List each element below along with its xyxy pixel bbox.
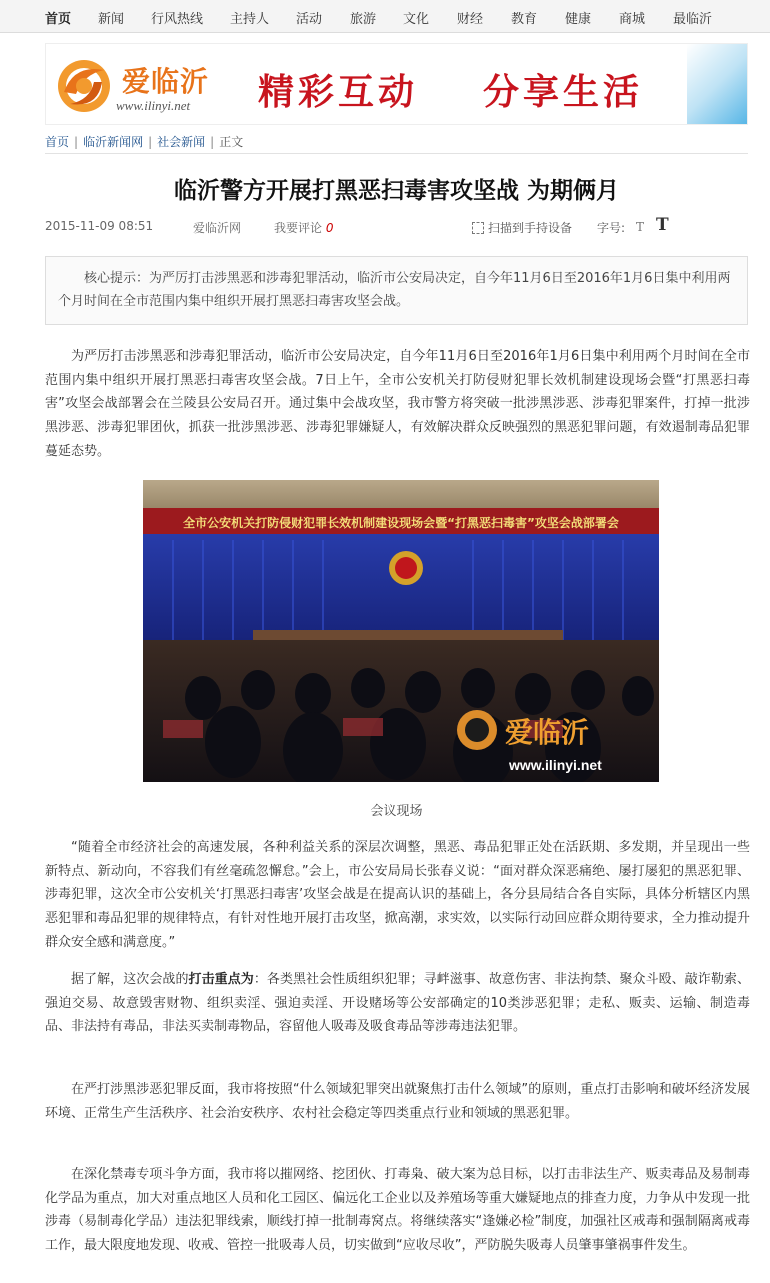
font-size-small-button[interactable]: T [636, 220, 645, 234]
article-paragraph-2: “随着全市经济社会的高速发展，各种利益关系的深层次调整，黑恶、毒品犯罪正处在活跃期、多发期，并呈现出一些新特点、新动向，不容我们有丝毫疏忽懈怠。”会上，市公安局局长张春义说：“面对群众深恶痛绝、屡打屡犯的黑恶犯罪、涉毒犯罪，这次全市公安机关‘打黑恶扫毒害’攻坚会战是在提高认识的基础上，各分县局结合各自实际，具体分析辖区内黑恶犯罪和毒品犯罪的规律特点，有针对性地开展打击攻坚，掀高潮，求实效，以实际行动回应群众期待要求，全力推动提升群众安全感和满意度。” [45, 840, 750, 950]
top-nav [0, 0, 770, 33]
paragraph-3-lead: 据了解，这次会战的 [71, 972, 189, 987]
nav-item-host[interactable]: 主持人 [230, 12, 270, 27]
article-date: 2015-11-09 08:51 [45, 219, 154, 233]
breadcrumb-home[interactable]: 首页 [45, 135, 70, 149]
nav-item-news[interactable]: 新闻 [98, 12, 125, 27]
meeting-photo [143, 480, 659, 782]
nav-item-home[interactable]: 首页 [45, 12, 72, 27]
article-source[interactable]: 爱临沂网 [193, 221, 242, 235]
photo-caption: 会议现场 [370, 804, 423, 819]
breadcrumb [45, 133, 243, 153]
comment-count: 0 [325, 221, 334, 235]
meeting-scene-image [143, 480, 659, 782]
summary-text: 为严厉打击涉黑恶和涉毒犯罪活动，临沂市公安局决定，自今年11月6日至2016年1月6日集中利用两个月时间在全市范围内集中组织开展打黑恶扫毒害攻坚会战。 [58, 271, 731, 309]
logo-swirl-icon [54, 54, 118, 118]
logo-text: 爱临沂 [122, 65, 210, 98]
article-paragraph-4: 在严打涉黑涉恶犯罪反面，我市将按照“什么领域犯罪突出就聚焦打击什么领域”的原则，重点打击影响和破坏经济发展环境、正常生产生活秩序、社会治安秩序、农村社会稳定等四类重点行业和领域的黑恶犯罪。 [45, 1082, 750, 1121]
breadcrumb-separator: | [210, 135, 215, 149]
slogan-right: 分享生活 [483, 71, 644, 113]
scan-to-device-button[interactable] [472, 219, 572, 236]
nav-item-travel[interactable]: 旅游 [350, 12, 377, 27]
photo-watermark-url: www.ilinyi.net [509, 757, 602, 773]
breadcrumb-linyi-news[interactable]: 临沂新闻网 [83, 135, 144, 149]
nav-item-finance[interactable]: 财经 [457, 12, 484, 27]
article-title: 临沂警方开展打黑恶扫毒害攻坚战 为期俩月 [173, 178, 619, 204]
nav-item-health[interactable]: 健康 [565, 12, 592, 27]
nav-item-linyi[interactable]: 最临沂 [673, 12, 713, 27]
font-size-large-button[interactable]: T [656, 215, 669, 235]
summary-box [45, 256, 748, 325]
nav-item-education[interactable]: 教育 [511, 12, 538, 27]
qr-code-icon [472, 222, 484, 234]
article-paragraph-5: 在深化禁毒专项斗争方面，我市将以摧网络、挖团伙、打毒枭、破大案为总目标，以打击非法生产、贩卖毒品及易制毒化学品为重点，加大对重点地区人员和化工园区、偏远化工企业以及养殖场等重大嫌疑地点的排查力度，力争从中发现一批涉毒（易制毒化学品）违法犯罪线索，顺线打掉一批制毒窝点。将继续落实“逢嫌必检”制度，加强社区戒毒和强制隔离戒毒工作，最大限度地发现、收戒、管控一批吸毒人员，切实做到“应收尽收”，严防脱失吸毒人员肇事肇祸事件发生。 [45, 1167, 750, 1254]
article-paragraph-3 [45, 968, 750, 1039]
logo-url: www.ilinyi.net [116, 98, 191, 113]
paragraph-3-bold: 打击重点为 [188, 972, 254, 987]
paragraph-3-rest: ：各类黑社会性质组织犯罪；寻衅滋事、故意伤害、非法拘禁、聚众斗殴、敲诈勒索、强迫交易、故意毁害财物、组织卖淫、强迫卖淫、开设赌场等公安部确定的10类涉恶犯罪；走私、贩卖、运输、制造毒品、非法持有毒品，非法买卖制毒物品，容留他人吸毒及吸食毒品等涉毒违法犯罪。 [45, 972, 750, 1035]
summary-label: 核心提示： [84, 271, 150, 286]
font-size-label: 字号: [597, 221, 626, 235]
nav-item-events[interactable]: 活动 [296, 12, 323, 27]
breadcrumb-separator: | [74, 135, 79, 149]
banner-stripe [687, 44, 747, 125]
site-logo[interactable] [54, 54, 244, 118]
nav-item-mall[interactable]: 商城 [619, 12, 646, 27]
slogan-left: 精彩互动 [258, 71, 419, 113]
comment-label: 我要评论 [274, 221, 323, 235]
breadcrumb-divider [45, 153, 748, 154]
comment-link[interactable] [274, 219, 333, 236]
nav-item-culture[interactable]: 文化 [403, 12, 430, 27]
nav-item-hotline[interactable]: 行风热线 [151, 12, 204, 27]
photo-watermark-text: 爱临沂 [505, 716, 590, 749]
breadcrumb-separator: | [148, 135, 153, 149]
breadcrumb-social-news[interactable]: 社会新闻 [157, 135, 206, 149]
article-paragraph-1: 为严厉打击涉黑恶和涉毒犯罪活动，临沂市公安局决定，自今年11月6日至2016年1月6日集中利用两个月时间在全市范围内集中组织开展打黑恶扫毒害攻坚会战。7日上午，全市公安机关打防侵财犯罪长效机制建设现场会暨“打黑恶扫毒害”攻坚会战部署会在兰陵县公安局召开。通过集中会战攻坚，我市警方将突破一批涉黑涉恶、涉毒犯罪案件，打掉一批涉黑涉恶、涉毒犯罪团伙，抓获一批涉黑涉恶、涉毒犯罪嫌疑人，有效解决群众反映强烈的黑恶犯罪问题，有效遏制毒品犯罪蔓延态势。 [45, 349, 750, 459]
photo-banner-text: 全市公安机关打防侵财犯罪长效机制建设现场会暨“打黑恶扫毒害”攻坚会战部署会 [183, 516, 619, 530]
breadcrumb-current: 正文 [219, 135, 244, 149]
site-banner [45, 43, 748, 125]
scan-label: 扫描到手持设备 [488, 221, 573, 235]
